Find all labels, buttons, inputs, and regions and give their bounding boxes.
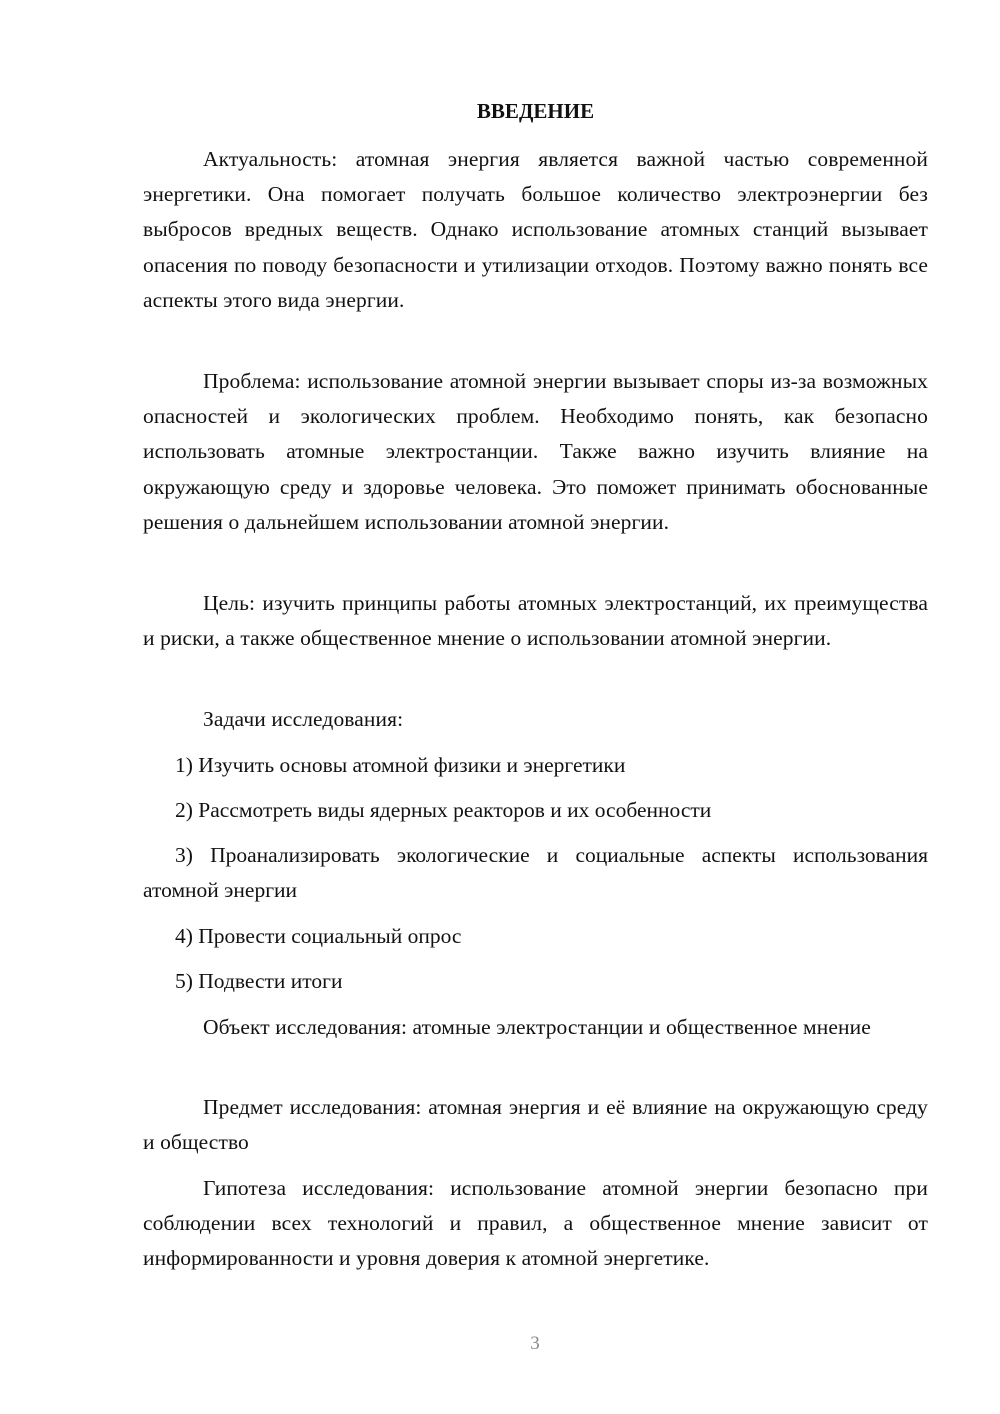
tasks-heading: Задачи исследования: — [203, 707, 404, 731]
task-item-5: 5) Подвести итоги — [175, 969, 343, 993]
task-item-1: 1) Изучить основы атомной физики и энергетики — [175, 753, 626, 777]
page-title: ВВЕДЕНИЕ — [476, 99, 595, 123]
paragraph-relevance: Актуальность: атомная энергия является важной частью современной энергетики. Она помогает получать большое количество электроэнергии без выбросов вредных веществ. Однако использование атомных станций вызывает опасения по поводу безопасности и утилизации отходов. Поэтому важно понять все аспекты этого вида энергии. — [143, 147, 928, 312]
page-number: 3 — [530, 1333, 540, 1354]
paragraph-subject: Предмет исследования: атомная энергия и её влияние на окружающую среду и общество — [143, 1095, 928, 1155]
paragraph-goal: Цель: изучить принципы работы атомных электростанций, их преимущества и риски, а также общественное мнение о использовании атомной энергии. — [143, 591, 928, 651]
paragraph-problem: Проблема: использование атомной энергии вызывает споры из-за возможных опасностей и экологических проблем. Необходимо понять, как безопасно использовать атомные электростанции. Также важно изучить влияние на окружающую среду и здоровье человека. Это поможет принимать обоснованные решения о дальнейшем использовании атомной энергии. — [143, 369, 928, 534]
paragraph-hypothesis: Гипотеза исследования: использование атомной энергии безопасно при соблюдении всех технологий и правил, а общественное мнение зависит от информированности и уровня доверия к атомной энергетике. — [143, 1176, 928, 1271]
task-item-2: 2) Рассмотреть виды ядерных реакторов и их особенности — [175, 798, 712, 822]
task-item-3: 3) Проанализировать экологические и социальные аспекты использования атомной энергии — [143, 843, 928, 903]
task-item-4: 4) Провести социальный опрос — [175, 924, 462, 948]
paragraph-object: Объект исследования: атомные электростанции и общественное мнение — [203, 1015, 871, 1039]
